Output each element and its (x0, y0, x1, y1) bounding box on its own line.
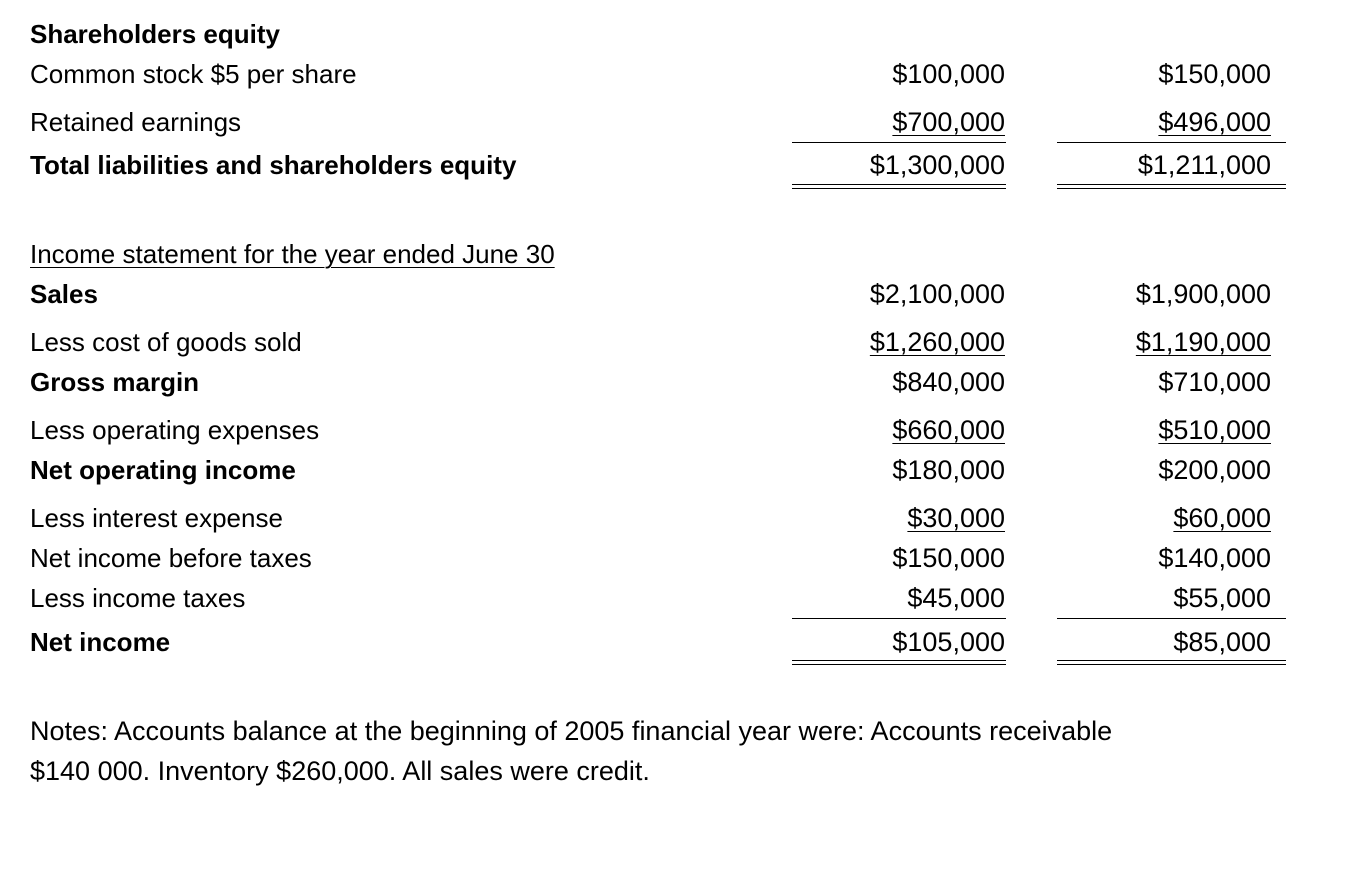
row-value-col2: $200,000 (1158, 455, 1271, 485)
statement-row (0, 414, 1348, 454)
total-double-rule (1057, 184, 1286, 189)
row-label: Retained earnings (30, 107, 242, 137)
equity-heading-row (0, 18, 1348, 58)
row-label: Gross margin (30, 367, 200, 397)
statement-row (0, 366, 1348, 406)
total-double-rule (792, 660, 1006, 665)
row-value-col2: $1,211,000 (1137, 150, 1271, 180)
row-label: Less interest expense (30, 503, 283, 533)
row-label: Less income taxes (30, 583, 246, 613)
row-label: Net operating income (30, 455, 296, 485)
row-value-col2: $510,000 (1158, 415, 1271, 445)
row-value-col1: $100,000 (892, 59, 1005, 89)
row-value-col2: $710,000 (1158, 367, 1271, 397)
row-value-col2: $60,000 (1173, 503, 1271, 533)
statement-row (0, 278, 1348, 318)
row-value-col1: $1,300,000 (869, 150, 1005, 180)
statement-row (0, 326, 1348, 366)
row-label: Less cost of goods sold (30, 327, 302, 357)
statement-row (0, 106, 1348, 146)
subtotal-rule (1057, 618, 1286, 619)
subtotal-rule (792, 618, 1006, 619)
income-statement-title-row (0, 238, 1348, 278)
row-label: Total liabilities and shareholders equity (30, 150, 517, 180)
subtotal-rule (1057, 142, 1286, 143)
total-double-rule (1057, 660, 1286, 665)
row-value-col1: $30,000 (907, 503, 1005, 533)
row-value-col2: $55,000 (1173, 583, 1271, 613)
row-value-col2: $140,000 (1158, 543, 1271, 573)
statement-row (0, 454, 1348, 494)
statement-row (0, 502, 1348, 542)
row-value-col1: $660,000 (892, 415, 1005, 445)
row-value-col2: $1,900,000 (1135, 279, 1271, 309)
row-value-col1: $105,000 (892, 627, 1005, 657)
equity-heading: Shareholders equity (30, 19, 280, 49)
row-label: Net income before taxes (30, 543, 312, 573)
row-value-col2: $150,000 (1158, 59, 1271, 89)
row-value-col2: $1,190,000 (1135, 327, 1271, 357)
statement-row (0, 582, 1348, 622)
row-value-col1: $840,000 (892, 367, 1005, 397)
statement-row (0, 542, 1348, 582)
notes-paragraph (30, 711, 1280, 791)
subtotal-rule (792, 142, 1006, 143)
row-value-col1: $2,100,000 (869, 279, 1005, 309)
row-value-col1: $180,000 (892, 455, 1005, 485)
row-label: Less operating expenses (30, 415, 320, 445)
notes-line: Notes: Accounts balance at the beginning of 2005 financial year were: Accounts receivable (30, 716, 1113, 746)
statement-row (0, 149, 1348, 189)
income-statement-title: Income statement for the year ended June 30 (30, 239, 555, 269)
row-value-col1: $45,000 (907, 583, 1005, 613)
total-double-rule (792, 184, 1006, 189)
row-label: Sales (30, 279, 98, 309)
row-label: Common stock $5 per share (30, 59, 357, 89)
row-value-col2: $496,000 (1158, 107, 1271, 137)
statement-row (0, 58, 1348, 98)
row-value-col1: $150,000 (892, 543, 1005, 573)
notes-line: $140 000. Inventory $260,000. All sales were credit. (30, 756, 650, 786)
row-value-col1: $700,000 (892, 107, 1005, 137)
row-value-col1: $1,260,000 (869, 327, 1005, 357)
row-label: Net income (30, 627, 171, 657)
row-value-col2: $85,000 (1173, 627, 1271, 657)
